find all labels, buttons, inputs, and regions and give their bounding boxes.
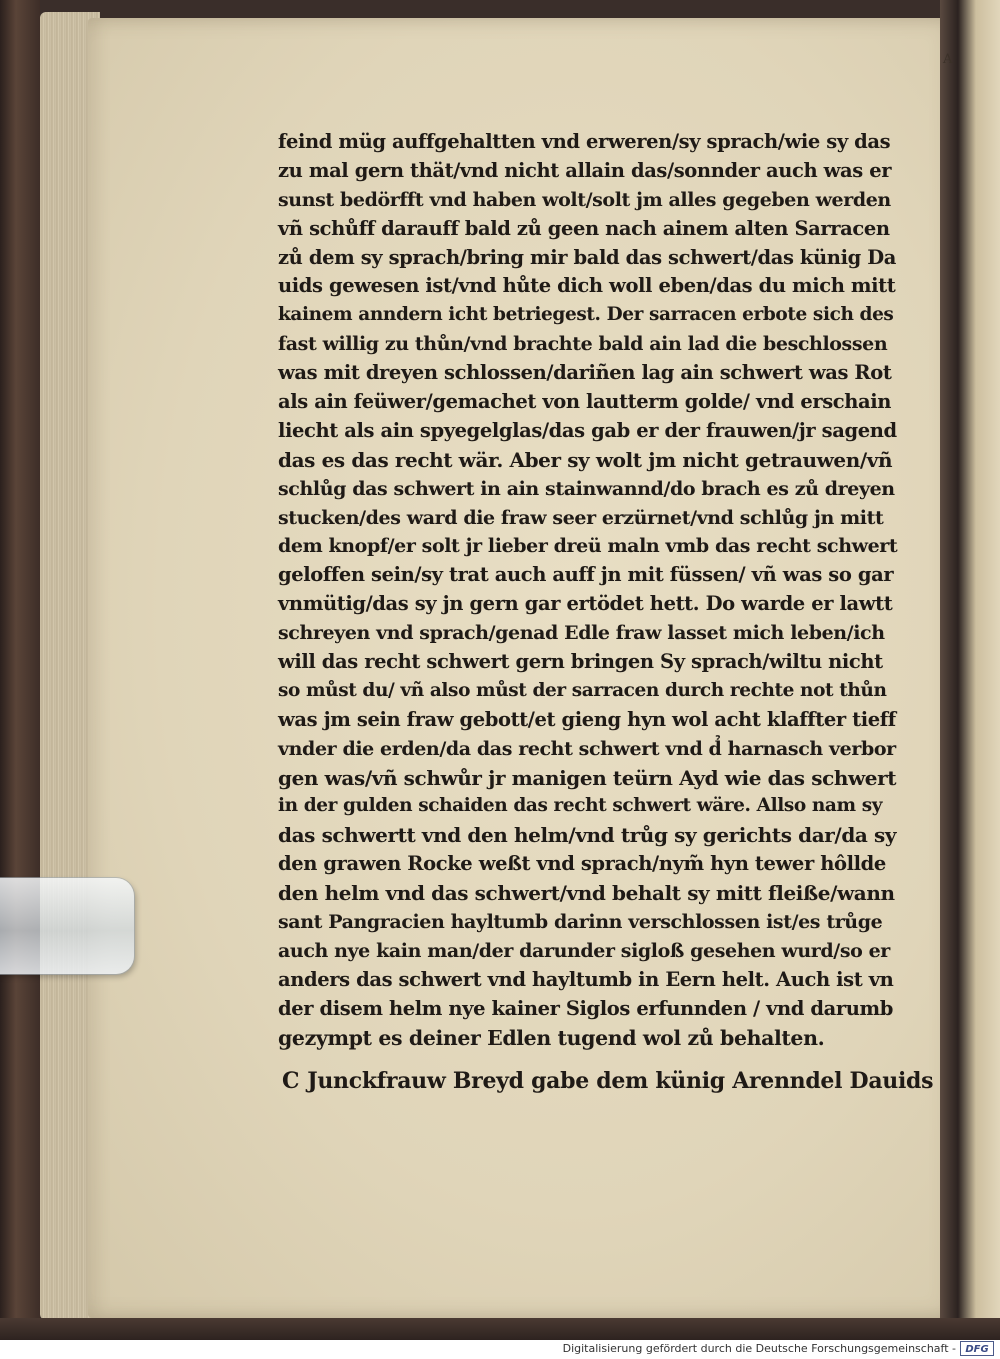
- text-line: zu mal gern thät/vnd nicht allain das/sonnder auch was er: [278, 158, 892, 182]
- funding-notice: Digitalisierung gefördert durch die Deutsche Forschungsgemeinschaft -: [562, 1342, 956, 1355]
- text-line: anders das schwert vnd hayltumb in Eern helt. Auch ist vn: [278, 967, 894, 991]
- text-line: uids gewesen ist/vnd hůte dich woll eben/das du mich mitt: [278, 274, 896, 298]
- text-line: als ain feüwer/gemachet von lautterm golde/ vnd erschain: [278, 390, 892, 414]
- text-line: vnder die erden/da das recht schwert vnd d̉ harnasch verbor: [278, 737, 896, 760]
- text-line: fast willig zu thůn/vnd brachte bald ain lad die beschlossen: [278, 333, 888, 356]
- heading-text: Junckfrauw Breyd gabe dem künig Arenndel Dauids: [307, 1068, 934, 1094]
- text-line: das es das recht wär. Aber sy wolt jm nicht getrauwen/vñ: [278, 447, 893, 472]
- text-line: das schwertt vnd den helm/vnd trůg sy gerichts dar/da sy: [278, 823, 897, 848]
- text-line: vñ schůff darauff bald zů geen nach ainem alten Sarracen: [278, 216, 890, 240]
- text-line: will das recht schwert gern bringen Sy sprach/wiltu nicht: [278, 650, 883, 674]
- page-clip: [0, 878, 134, 974]
- text-line: gen was/vñ schwůr jr manigen teürn Ayd wie das schwert: [278, 765, 897, 790]
- text-line: so můst du/ vñ also můst der sarracen durch rechte not thůn: [278, 679, 887, 701]
- text-line: gezympt es deiner Edlen tugend wol zů behalten.: [278, 1025, 825, 1050]
- text-line: was jm sein fraw gebott/et gieng hyn wol acht klaffter tieff: [278, 707, 896, 731]
- text-line: sant Pangracien hayltumb darinn verschlossen ist/es trůge: [278, 911, 883, 934]
- heading-mark: C: [282, 1068, 300, 1094]
- text-line: auch nye kain man/der darunder sigloß gesehen wurd/so er: [278, 939, 890, 962]
- text-line: den grawen Rocke weßt vnd sprach/nym̃ hyn tewer hôllde: [278, 852, 886, 876]
- text-line: liecht als ain spyegelglas/das gab er der frauwen/jr sagend: [278, 418, 897, 442]
- text-line: sunst bedörfft vnd haben wolt/solt jm alles gegeben werden: [278, 188, 891, 211]
- text-line: dem knopf/er solt jr lieber dreü maln vmb das recht schwert: [278, 535, 898, 558]
- text-line: stucken/des ward die fraw seer erzürnet/vnd schlůg jn mitt: [278, 506, 884, 529]
- text-line: vnmütig/das sy jn gern gar ertödet hett. Do warde er lawtt: [278, 592, 893, 616]
- dfg-logo: DFG: [960, 1341, 994, 1356]
- text-line: in der gulden schaiden das recht schwert wäre. Allso nam sy: [278, 795, 883, 817]
- text-line: den helm vnd das schwert/vnd behalt sy mitt fleiße/wann: [278, 881, 895, 906]
- text-line: kainem anndern icht betriegest. Der sarracen erbote sich des: [278, 304, 894, 326]
- text-line: schreyen vnd sprach/genad Edle fraw lasset mich leben/ich: [278, 622, 885, 645]
- text-line: feind müg auffgehaltten vnd erweren/sy sprach/wie sy das: [278, 130, 891, 153]
- text-line: zů dem sy sprach/bring mir bald das schwert/das künig Da: [278, 245, 896, 269]
- text-line: geloffen sein/sy trat auch auff jn mit füssen/ vñ was so gar: [278, 563, 894, 587]
- book-cover-bottom: [0, 1318, 1000, 1340]
- facing-page-gutter: [940, 0, 1000, 1340]
- text-line: was mit dreyen schlossen/dariñen lag ain schwert was Rot: [278, 361, 892, 385]
- text-line: schlůg das schwert in ain stainwannd/do brach es zů dreyen: [278, 477, 895, 500]
- section-heading: [282, 1066, 934, 1096]
- footer-bar: [0, 1340, 1000, 1359]
- signature-mark: A: [943, 52, 953, 67]
- text-line: der disem helm nye kainer Siglos erfunnden / vnd darumb: [278, 996, 894, 1020]
- book-cover-left: [0, 0, 40, 1340]
- body-text: [278, 128, 898, 1053]
